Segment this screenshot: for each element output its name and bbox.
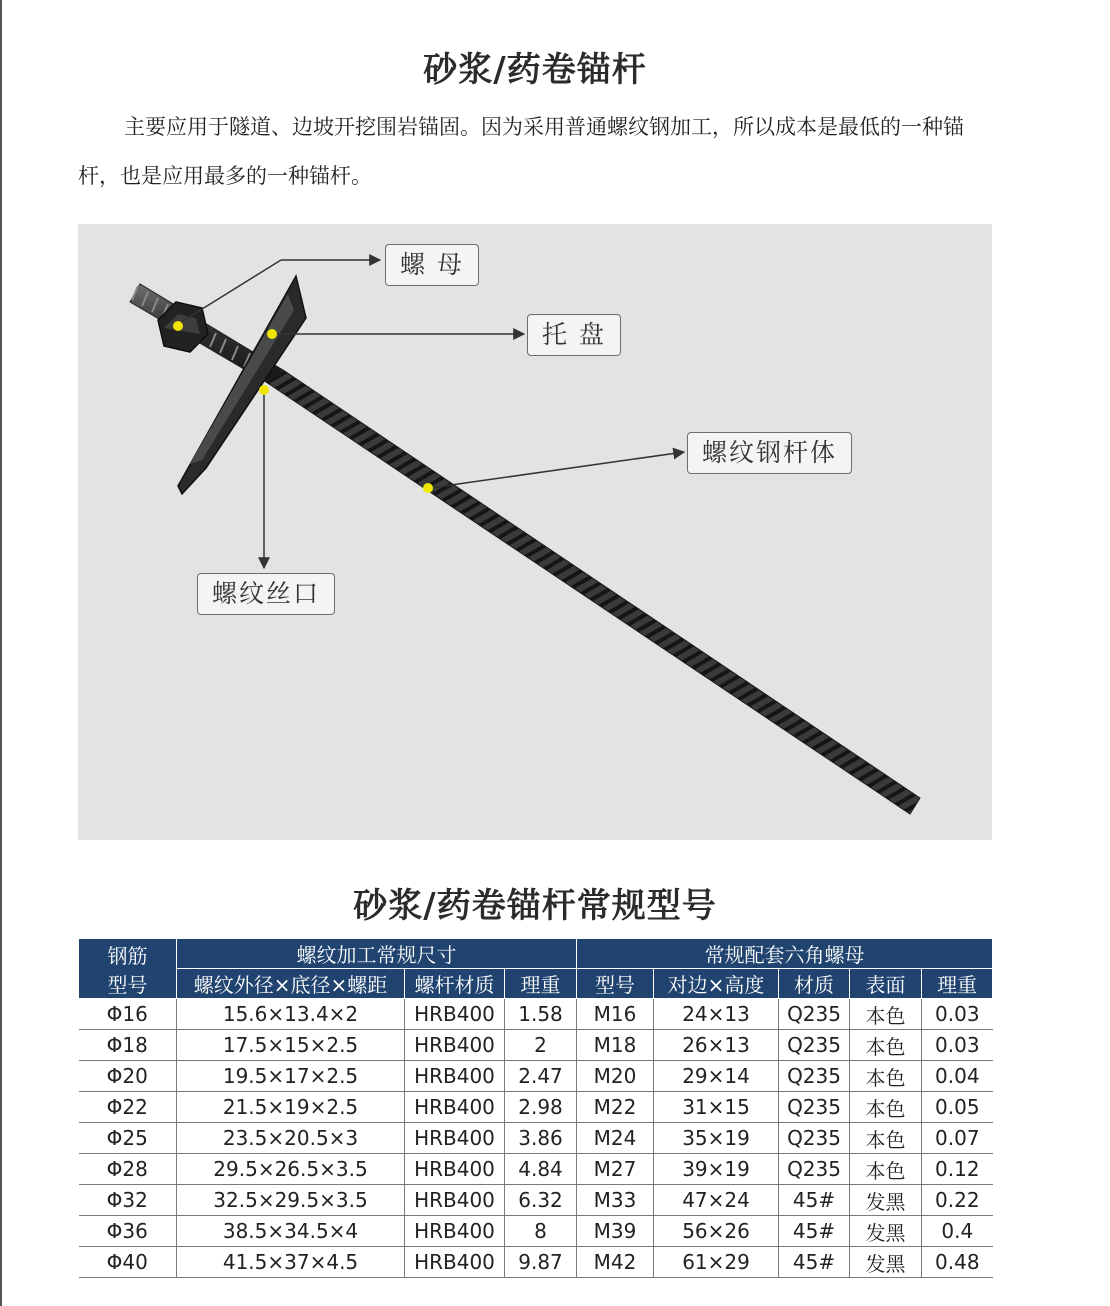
table-row xyxy=(79,1092,993,1123)
header-rebar-line1: 钢筋 xyxy=(107,943,148,968)
cell-nut-model: M18 xyxy=(577,1030,654,1061)
cell-nut-weight: 0.4 xyxy=(922,1216,993,1247)
cell-nut-surface: 发黑 xyxy=(850,1216,922,1247)
cell-nut-weight: 0.48 xyxy=(922,1247,993,1278)
cell-thread-dims: 23.5×20.5×3 xyxy=(177,1123,405,1154)
page-left-border xyxy=(0,0,2,1306)
cell-nut-size: 29×14 xyxy=(654,1061,779,1092)
cell-bolt-material: HRB400 xyxy=(405,1247,505,1278)
table-title: 砂浆/药卷锚杆常规型号 xyxy=(353,886,717,926)
header-nut-model: 型号 xyxy=(577,969,654,999)
header-nut-weight: 理重 xyxy=(922,969,993,999)
cell-bolt-material: HRB400 xyxy=(405,1092,505,1123)
cell-nut-material: Q235 xyxy=(779,1092,850,1123)
tray-marker xyxy=(267,329,277,339)
cell-bolt-weight: 3.86 xyxy=(505,1123,577,1154)
table-row xyxy=(79,1216,993,1247)
cell-nut-weight: 0.05 xyxy=(922,1092,993,1123)
header-nut-group: 常规配套六角螺母 xyxy=(577,939,993,969)
cell-bolt-weight: 1.58 xyxy=(505,999,577,1030)
cell-nut-material: Q235 xyxy=(779,1154,850,1185)
header-nut-surface: 表面 xyxy=(850,969,922,999)
cell-nut-size: 26×13 xyxy=(654,1030,779,1061)
cell-nut-model: M39 xyxy=(577,1216,654,1247)
tray-callout: 托 盘 xyxy=(527,314,621,356)
cell-bolt-weight: 2.47 xyxy=(505,1061,577,1092)
cell-nut-material: 45# xyxy=(779,1247,850,1278)
header-bolt-weight: 理重 xyxy=(505,969,577,999)
cell-bolt-weight: 2.98 xyxy=(505,1092,577,1123)
cell-nut-weight: 0.03 xyxy=(922,999,993,1030)
cell-rebar-type: Φ28 xyxy=(79,1154,177,1185)
cell-nut-material: Q235 xyxy=(779,999,850,1030)
cell-rebar-type: Φ40 xyxy=(79,1247,177,1278)
cell-nut-surface: 本色 xyxy=(850,999,922,1030)
cell-nut-material: Q235 xyxy=(779,1061,850,1092)
thread-marker xyxy=(259,385,269,395)
cell-bolt-weight: 6.32 xyxy=(505,1185,577,1216)
cell-rebar-type: Φ36 xyxy=(79,1216,177,1247)
cell-nut-size: 31×15 xyxy=(654,1092,779,1123)
cell-nut-surface: 本色 xyxy=(850,1092,922,1123)
cell-nut-material: 45# xyxy=(779,1216,850,1247)
header-rebar-type xyxy=(79,939,177,999)
table-row xyxy=(79,1185,993,1216)
header-bolt-material: 螺杆材质 xyxy=(405,969,505,999)
table-row xyxy=(79,999,993,1030)
cell-bolt-weight: 2 xyxy=(505,1030,577,1061)
table-row xyxy=(79,1030,993,1061)
header-nut-material: 材质 xyxy=(779,969,850,999)
cell-rebar-type: Φ22 xyxy=(79,1092,177,1123)
cell-nut-size: 47×24 xyxy=(654,1185,779,1216)
cell-rebar-type: Φ16 xyxy=(79,999,177,1030)
nut-marker xyxy=(173,321,183,331)
cell-nut-weight: 0.03 xyxy=(922,1030,993,1061)
cell-nut-material: 45# xyxy=(779,1185,850,1216)
cell-nut-material: Q235 xyxy=(779,1123,850,1154)
header-nut-size: 对边×高度 xyxy=(654,969,779,999)
cell-rebar-type: Φ18 xyxy=(79,1030,177,1061)
table-row xyxy=(79,1247,993,1278)
cell-thread-dims: 19.5×17×2.5 xyxy=(177,1061,405,1092)
product-photo xyxy=(78,224,992,840)
cell-bolt-material: HRB400 xyxy=(405,1123,505,1154)
page-title: 砂浆/药卷锚杆 xyxy=(423,50,647,90)
cell-bolt-material: HRB400 xyxy=(405,1154,505,1185)
cell-nut-size: 61×29 xyxy=(654,1247,779,1278)
cell-rebar-type: Φ20 xyxy=(79,1061,177,1092)
cell-nut-weight: 0.04 xyxy=(922,1061,993,1092)
cell-nut-model: M16 xyxy=(577,999,654,1030)
nut-callout: 螺 母 xyxy=(385,244,479,286)
cell-nut-model: M20 xyxy=(577,1061,654,1092)
spec-table xyxy=(78,938,993,1278)
cell-nut-surface: 本色 xyxy=(850,1030,922,1061)
cell-bolt-material: HRB400 xyxy=(405,1061,505,1092)
cell-thread-dims: 29.5×26.5×3.5 xyxy=(177,1154,405,1185)
rod-body-arrow xyxy=(430,452,684,488)
rod-body-callout: 螺纹钢杆体 xyxy=(687,432,852,474)
cell-nut-weight: 0.07 xyxy=(922,1123,993,1154)
cell-thread-dims: 15.6×13.4×2 xyxy=(177,999,405,1030)
cell-nut-surface: 本色 xyxy=(850,1061,922,1092)
nut-leader-line xyxy=(178,260,281,324)
cell-bolt-material: HRB400 xyxy=(405,999,505,1030)
cell-rebar-type: Φ32 xyxy=(79,1185,177,1216)
cell-bolt-material: HRB400 xyxy=(405,1030,505,1061)
thread-callout: 螺纹丝口 xyxy=(197,573,335,615)
cell-bolt-material: HRB400 xyxy=(405,1185,505,1216)
header-thread-dims: 螺纹外径×底径×螺距 xyxy=(177,969,405,999)
cell-nut-size: 39×19 xyxy=(654,1154,779,1185)
cell-nut-material: Q235 xyxy=(779,1030,850,1061)
cell-thread-dims: 41.5×37×4.5 xyxy=(177,1247,405,1278)
cell-nut-surface: 发黑 xyxy=(850,1247,922,1278)
cell-nut-model: M42 xyxy=(577,1247,654,1278)
header-thread-group: 螺纹加工常规尺寸 xyxy=(177,939,577,969)
cell-thread-dims: 21.5×19×2.5 xyxy=(177,1092,405,1123)
table-row xyxy=(79,1154,993,1185)
cell-nut-weight: 0.22 xyxy=(922,1185,993,1216)
cell-nut-surface: 本色 xyxy=(850,1123,922,1154)
cell-bolt-weight: 9.87 xyxy=(505,1247,577,1278)
cell-nut-model: M33 xyxy=(577,1185,654,1216)
cell-nut-surface: 本色 xyxy=(850,1154,922,1185)
cell-thread-dims: 38.5×34.5×4 xyxy=(177,1216,405,1247)
cell-nut-size: 35×19 xyxy=(654,1123,779,1154)
cell-bolt-weight: 4.84 xyxy=(505,1154,577,1185)
cell-nut-size: 24×13 xyxy=(654,999,779,1030)
cell-thread-dims: 17.5×15×2.5 xyxy=(177,1030,405,1061)
cell-nut-model: M22 xyxy=(577,1092,654,1123)
cell-nut-model: M27 xyxy=(577,1154,654,1185)
header-rebar-line2: 型号 xyxy=(107,972,148,997)
cell-thread-dims: 32.5×29.5×3.5 xyxy=(177,1185,405,1216)
cell-nut-weight: 0.12 xyxy=(922,1154,993,1185)
cell-nut-model: M24 xyxy=(577,1123,654,1154)
cell-bolt-weight: 8 xyxy=(505,1216,577,1247)
intro-paragraph: 主要应用于隧道、边坡开挖围岩锚固。因为采用普通螺纹钢加工，所以成本是最低的一种锚杆，也是应用最多的一种锚杆。 xyxy=(78,115,964,188)
spec-table-body xyxy=(79,999,993,1278)
cell-nut-size: 56×26 xyxy=(654,1216,779,1247)
cell-bolt-material: HRB400 xyxy=(405,1216,505,1247)
cell-rebar-type: Φ25 xyxy=(79,1123,177,1154)
rod-body-marker xyxy=(423,483,433,493)
table-row xyxy=(79,1123,993,1154)
table-row xyxy=(79,1061,993,1092)
cell-nut-surface: 发黑 xyxy=(850,1185,922,1216)
